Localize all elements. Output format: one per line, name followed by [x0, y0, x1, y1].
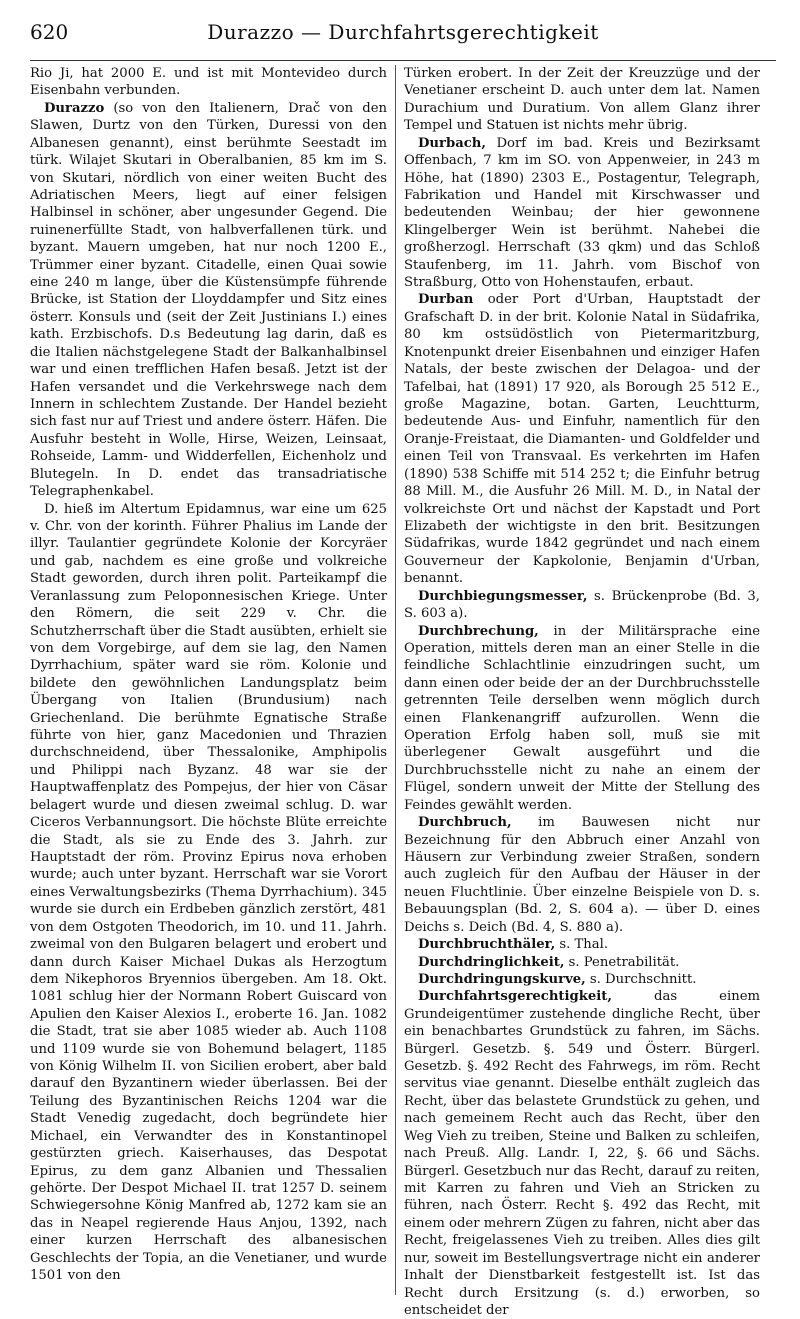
entry-text: Rio Ji, hat 2000 E. und ist mit Montevideo durch Eisenbahn verbunden. — [30, 66, 387, 99]
entry-headword: Durchfahrtsgerechtigkeit, — [418, 989, 612, 1005]
entry-paragraph — [404, 814, 760, 936]
entry-headword: Durazzo — [44, 100, 105, 116]
right-column — [395, 65, 760, 1318]
left-column — [30, 65, 395, 1295]
entry-text: (so von den Italienern, Drač von den Slawen, Durtz von den Türken, Duressi von den Albanesen genannt), einst berühmte Seestadt im türk. Wilajet Skutari in Oberalbanien, 85 km im S. von Skutari, nördlich von einer weiten Bucht des Adriatischen Meers, liegt auf einer felsigen Halbinsel in schöner, aber ungesunder Gegend. Die ruinenerfüllte Stadt, von halbverfallenen türk. und byzant. Mauern umgeben, hat nur noch 1200 E., Trümmer einer byzant. Citadelle, einen Quai sowie eine 240 m lange, über die Küstensümpfe führende Brücke, ist Station der Lloyddampfer und Sitz eines österr. Konsuls und (seit der Zeit Justinians I.) eines kath. Erzbischofs. D.s Bedeutung lag darin, daß es die Italien nächstgelegene Stadt der Balkanhalbinsel war und einen trefflichen Hafen besaß. Jetzt ist der Hafen versandet und die Verkehrswege nach dem Innern in schlechtem Zustande. Der Handel bezieht sich fast nur auf Triest und andere österr. Häfen. Die Ausfuhr besteht in Wolle, Hirse, Weizen, Leinsaat, Rohseide, Lamm- und Widderfellen, Eichenholz und Blutegeln. In D. endet das transadriatische Telegraphenkabel. — [30, 100, 387, 500]
entry-paragraph — [404, 588, 760, 623]
entry-text: Dorf im bad. Kreis und Bezirksamt Offenbach, 7 km im SO. von Appenweier, in 243 m Höhe, hat (1890) 2303 E., Postagentur, Telegraph, Fabrikation und Handel mit Kirschwasser und bedeutenden Weinbau; der hier gewonnene Klingelberger Wein ist berühmt. Nahebei die großherzogl. Herrschaft (33 qkm) und das Schloß Staufenberg, im 11. Jahrh. vom Bischof von Straßburg, Otto von Hohenstaufen, erbaut. — [404, 135, 760, 291]
entry-paragraph — [30, 65, 387, 100]
entry-paragraph — [404, 954, 760, 971]
text-columns — [30, 65, 776, 1318]
entry-headword: Durchdringungskurve, — [418, 971, 586, 987]
entry-text: oder Port d'Urban, Hauptstadt der Grafschaft D. in der brit. Kolonie Natal in Südafrika, 80 km ostsüdöstlich von Pietermaritzburg, Knotenpunkt dreier Eisenbahnen und einziger Hafen Natals, der beste zwischen der Delagoa- und der Tafelbai, hat (1891) 17 920, als Borough 25 512 E., große Magazine, botan. Garten, Leuchtturm, bedeutende Aus- und Einfuhr, namentlich für den Oranje-Freistaat, die Diamanten- und Goldfelder und einen Teil von Transvaal. Es verkehrten im Hafen (1890) 538 Schiffe mit 514 252 t; die Einfuhr betrug 88 Mill. M., die Ausfuhr 26 Mill. M. D., in Natal der volkreichste Ort und nächst der Kapstadt und Port Elizabeth der wichtigste in den brit. Besitzungen Südafrikas, wurde 1842 gegründet und nach einem Gouverneur der Kapkolonie, Benjamin d'Urban, benannt. — [404, 292, 760, 587]
entry-paragraph — [404, 65, 760, 135]
entry-headword: Durchbiegungsmesser, — [418, 588, 588, 604]
entry-paragraph — [404, 936, 760, 953]
entry-paragraph — [404, 988, 760, 1319]
entry-text: s. Durchschnitt. — [585, 971, 697, 987]
entry-paragraph — [30, 100, 387, 501]
entry-headword: Durchbruchthäler, — [418, 937, 556, 953]
entry-paragraph — [404, 623, 760, 815]
entry-text: s. Penetrabilität. — [564, 954, 680, 970]
entry-text: im Bauwesen nicht nur Bezeichnung für den Abbruch einer Anzahl von Häusern zur Verbindung zweier Straßen, sondern auch zugleich für den Aufbau der Häuser in der neuen Fluchtlinie. Über einzelne Beispiele von D. s. Bebauungsplan (Bd. 2, S. 604 a). — über D. eines Deichs s. Deich (Bd. 4, S. 880 a). — [404, 815, 760, 935]
running-head: Durazzo — Durchfahrtsgerechtigkeit — [207, 20, 599, 44]
entry-paragraph — [404, 135, 760, 292]
entry-text: s. Thal. — [555, 937, 609, 953]
page-header — [30, 20, 776, 61]
entry-headword: Durban — [418, 292, 474, 308]
entry-headword: Durchdringlichkeit, — [418, 954, 565, 970]
entry-text: das einem Grundeigentümer zustehende dingliche Recht, über ein benachbartes Grundstück zu fahren, im Sächs. Bürgerl. Gesetzb. §. 549 und Österr. Bürgerl. Gesetzb. §. 492 Recht des Fahrwegs, im röm. Recht servitus viae genannt. Dieselbe enthält zugleich das Recht, über das belastete Grundstück zu gehen, und nach gemeinem Recht auch das Recht, über den Weg Vieh zu treiben, Steine und Balken zu schleifen, nach Preuß. Allg. Landr. I, 22, §. 66 und Sächs. Bürgerl. Gesetzbuch nur das Recht, darauf zu reiten, mit Karren zu fahren und Vieh an Stricken zu führen, nach Österr. Recht §. 492 das Recht, mit einem oder mehrern Zügen zu fahren, nicht aber das Recht, freigelassenes Vieh zu treiben. Alles dies gilt nur, soweit im Bestellungsvertrage nicht ein anderer Inhalt der Dienstbarkeit festgestellt ist. Ist das Recht durch Ersitzung (s. d.) erworben, so entscheidet der — [404, 989, 760, 1318]
entry-text: s. Brückenprobe (Bd. 3, S. 603 a). — [404, 588, 760, 622]
entry-paragraph — [404, 291, 760, 587]
page-number: 620 — [30, 20, 69, 44]
entry-headword: Durbach, — [418, 135, 486, 151]
entry-text: D. hieß im Altertum Epidamnus, war eine um 625 v. Chr. von der korinth. Führer Phalius im Lande der illyr. Taulantier gegründete Kolonie der Korcyräer und gab, nachdem es eine große und volkreiche Stadt geworden, durch ihren polit. Parteikampf die Veranlassung zum Peloponnesischen Kriege. Unter den Römern, die seit 229 v. Chr. die Schutzherrschaft über die Stadt ausübten, erhielt sie von dem Vorgebirge, auf dem sie lag, den Namen Dyrrhachium, später ward sie röm. Kolonie und bildete den gewöhnlichen Landungsplatz beim Übergang von Italien (Brundusium) nach Griechenland. Die berühmte Egnatische Straße führte von hier, ganz Macedonien und Thrazien durchschneidend, über Thessalonike, Amphipolis und Philippi nach Byzanz. 48 war sie der Hauptwaffenplatz des Pompejus, der hier von Cäsar belagert wurde und diesen zweimal schlug. D. war Ciceros Verbannungsort. Die höchste Blüte erreichte die Stadt, als sie zu Ende des 3. Jahrh. zur Hauptstadt der röm. Provinz Epirus nova erhoben wurde; auch unter byzant. Herrschaft war sie Vorort eines Verwaltungsbezirks (Thema Dyrrhachium). 345 wurde sie durch ein Erdbeben gänzlich zerstört, 481 von dem Ostgoten Theodorich, im 10. und 11. Jahrh. zweimal von den Bulgaren belagert und erobert und dann durch Kaiser Michael Dukas als Herzogtum dem Nikephoros Bryennios übergeben. Am 18. Okt. 1081 schlug hier der Normann Robert Guiscard von Apulien den Kaiser Alexios I., eroberte 16. Jan. 1082 die Stadt, trat sie aber 1085 wieder ab. Auch 1108 und 1109 wurde sie von Bohemund belagert, 1185 von König Wilhelm II. von Sicilien erobert, aber bald darauf den Byzantinern wieder überlassen. Bei der Teilung des Byzantinischen Reichs 1204 war die Stadt Venedig zugedacht, doch begründete hier Michael, ein Verwandter des in Konstantinopel gestürzten griech. Kaiserhauses, das Despotat Epirus, zu dem ganz Albanien und Thessalien gehörte. Der Despot Michael II. trat 1257 D. seinem Schwiegersohne König Manfred ab, 1272 kam sie an das in Neapel regierende Haus Anjou, 1392, nach einer kurzen Herrschaft des albanesischen Geschlechts der Topia, an die Venetianer, und wurde 1501 von den — [30, 501, 387, 1284]
entry-text: in der Militärsprache eine Operation, mittels deren man an einer Stelle in die feindliche Schlachtlinie einzudringen sucht, um dann einen oder beide der an der Durchbruchsstelle getrennten Teile derselben wenn möglich durch einen Flankenangriff aufzurollen. Wenn die Operation Erfolg haben soll, muß sie mit überlegener Gewalt ausgeführt und die Durchbruchsstelle nicht zu nahe an einem der Flügel, sondern unweit der Mitte der Stellung des Feindes gewählt werden. — [404, 623, 760, 813]
entry-paragraph — [404, 971, 760, 988]
entry-paragraph — [30, 501, 387, 1285]
entry-text: Türken erobert. In der Zeit der Kreuzzüge und der Venetianer erscheint D. auch unter dem lat. Namen Durachium und Duratium. Von allem Glanz ihrer Tempel und Statuen ist nichts mehr übrig. — [404, 66, 760, 134]
entry-headword: Durchbruch, — [418, 815, 512, 831]
entry-headword: Durchbrechung, — [418, 623, 539, 639]
